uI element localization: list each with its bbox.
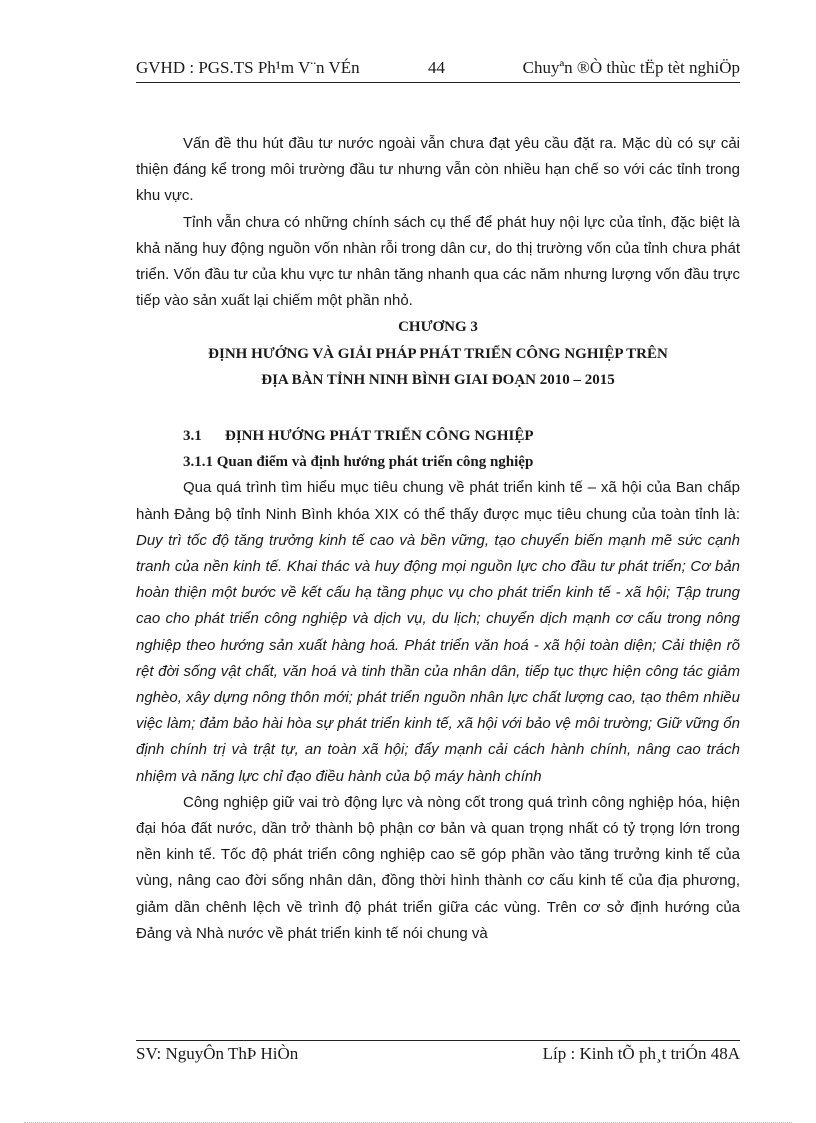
header-advisor: GVHD : PGS.TS Ph¹m V¨n VÉn: [136, 58, 360, 77]
section-heading: [136, 423, 740, 449]
footer-student: SV: NguyÔn ThÞ HiÒn: [136, 1044, 299, 1063]
objectives-intro: Qua quá trình tìm hiểu mục tiêu chung về phát triển kinh tế – xã hội của Ban chấp hành Đảng bộ tỉnh Ninh Bình khóa XIX có thể thấy được mục tiêu chung của toàn tỉnh là:: [136, 479, 740, 523]
section-number: 3.1: [183, 428, 202, 445]
chapter-label: CHƯƠNG 3: [398, 319, 478, 336]
page-body: [136, 131, 740, 947]
paragraph-industry-role: Công nghiệp giữ vai trò động lực và nòng cốt trong quá trình công nghiệp hóa, hiện đại hóa đất nước, dần trở thành bộ phận cơ bản và quan trọng nhất có tỷ trọng lớn trong nền kinh tế. Tốc độ phát triển công nghiệp cao sẽ góp phần vào tăng trưởng kinh tế của vùng, nâng cao đời sống nhân dân, đồng thời hình thành cơ cấu kinh tế của địa phương, giảm dần chênh lệch về trình độ phát triển giữa các vùng. Trên cơ sở định hướng của Đảng và Nhà nước về phát triển kinh tế nói chung và: [136, 793, 740, 942]
paragraph-fdi: Vấn đề thu hút đầu tư nước ngoài vẫn chưa đạt yêu cầu đặt ra. Mặc dù có sự cải thiện đáng kể trong môi trường đầu tư nhưng vẫn còn nhiều hạn chế so với các tỉnh trong khu vực.: [136, 135, 740, 205]
footer-class: Líp : Kinh tÕ ph¸t triÓn 48A: [542, 1044, 740, 1063]
header-page-number: 44: [428, 58, 445, 77]
page-header: [136, 58, 740, 82]
header-rule: [136, 82, 740, 83]
paragraph-policy: Tỉnh vẫn chưa có những chính sách cụ thể để phát huy nội lực của tỉnh, đặc biệt là khả năng huy động nguồn vốn nhàn rỗi trong dân cư, do thị trường vốn của tỉnh chưa phát triển. Vốn đầu tư của khu vực tư nhân tăng nhanh qua các năm nhưng lượng vốn đầu trực tiếp vào sản xuất lại chiếm một phần nhỏ.: [136, 213, 740, 310]
chapter-title-line2: ĐỊA BÀN TỈNH NINH BÌNH GIAI ĐOẠN 2010 – 2015: [261, 371, 615, 388]
objectives-italic: Duy trì tốc độ tăng trưởng kinh tế cao và bền vững, tạo chuyển biến mạnh mẽ sức cạnh tranh của nền kinh tế. Khai thác và huy động mọi nguồn lực cho đầu tư phát triển; Cơ bản hoàn thiện một bước về kết cấu hạ tầng phục vụ cho phát triển kinh tế - xã hội; Tập trung cao cho phát triển công nghiệp và dịch vụ, du lịch; chuyển dịch mạnh cơ cấu trong nông nghiệp theo hướng sản xuất hàng hoá. Phát triển văn hoá - xã hội toàn diện; Cải thiện rõ rệt đời sống vật chất, văn hoá và tinh thần của nhân dân, tiếp tục thực hiện công tác giảm nghèo, xây dựng nông thôn mới; phát triển nguồn nhân lực chất lượng cao, tạo thêm nhiều việc làm; đảm bảo hài hòa sự phát triển kinh tế, xã hội với bảo vệ môi trường; Giữ vững ổn định chính trị và trật tự, an toàn xã hội; đẩy mạnh cải cách hành chính, nâng cao trách nhiệm và năng lực chỉ đạo điều hành của bộ máy hành chính: [136, 531, 740, 785]
header-document-title: Chuyªn ®Ò thùc tËp tèt nghiÖp: [522, 58, 740, 77]
subsection-heading: 3.1.1 Quan điểm và định hướng phát triển công nghiệp: [183, 454, 534, 471]
page-footer: [136, 1044, 740, 1068]
paragraph-objectives: [136, 475, 740, 789]
chapter-title-line1: ĐỊNH HƯỚNG VÀ GIẢI PHÁP PHÁT TRIỂN CÔNG NGHIỆP TRÊN: [208, 345, 668, 362]
footer-rule: [136, 1040, 740, 1041]
section-title: ĐỊNH HƯỚNG PHÁT TRIỂN CÔNG NGHIỆP: [225, 428, 534, 445]
